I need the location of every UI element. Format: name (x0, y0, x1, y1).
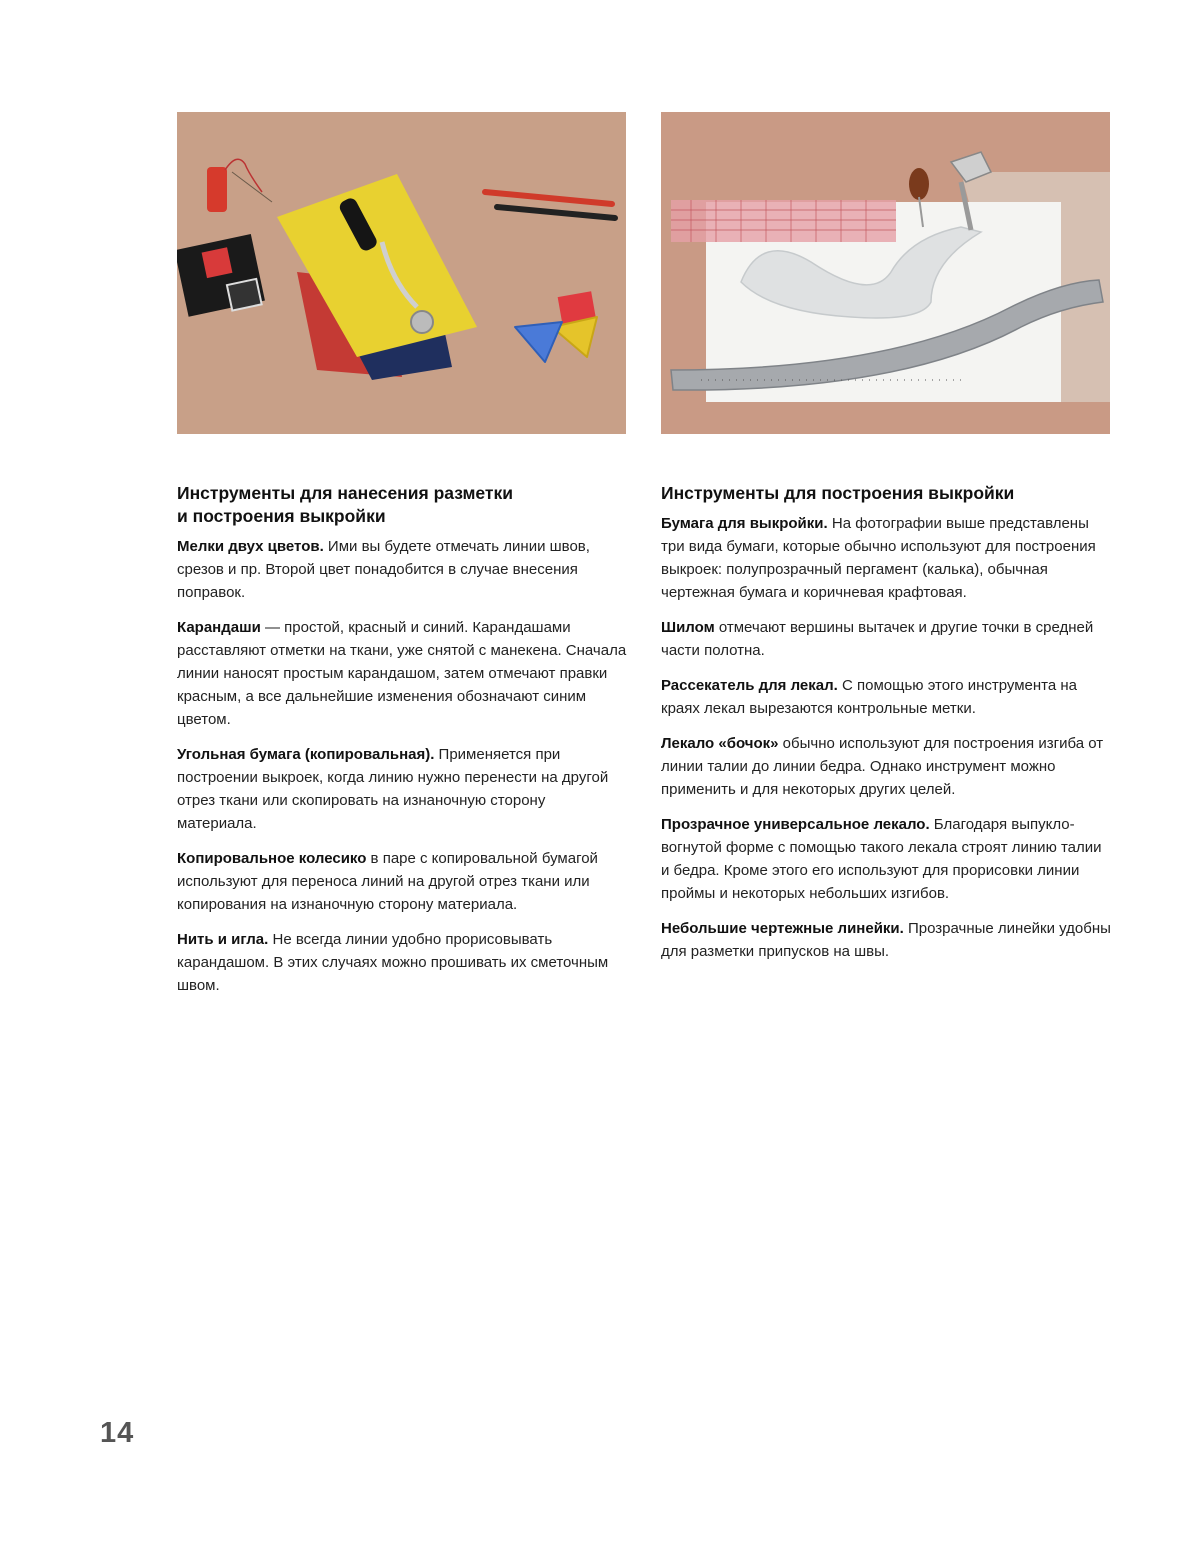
paragraph-pattern-paper: Бумага для выкройки. На фотографии выше представлены три вида бумаги, которые обычно используют для построения выкроек: полупрозрачный пергамент (калька), обычная чертежная бумага и коричневая крафтовая. (661, 515, 1096, 601)
section-heading: Инструменты для нанесения разметки и построения выкройки (177, 483, 514, 526)
paragraph-thread-needle: Нить и игла. Не всегда линии удобно прорисовывать карандашом. В этих случаях можно прошивать их сметочным швом. (177, 931, 609, 994)
page-number: 14 (100, 1417, 135, 1449)
section-heading: Инструменты для построения выкройки (661, 483, 1015, 503)
paragraph-pencils: Карандаши — простой, красный и синий. Карандашами расставляют отметки на ткани, уже снятой с манекена. Сначала линии наносят простым карандашом, затем отмечают правки красным, а все дальнейшие изменения обозначают синим цветом. (177, 619, 627, 728)
paragraph-notcher: Рассекатель для лекал. С помощью этого инструмента на краях лекал вырезаются контрольные метки. (661, 677, 1078, 717)
paragraph-tracing-wheel: Копировальное колесико в паре с копировальной бумагой используют для переноса линий на другой отрез ткани или копирования на изнаночную сторону материала. (177, 850, 598, 913)
paragraph-french-curve: Прозрачное универсальное лекало. Благодаря выпукло-вогнутой форме с помощью такого лекала строят линию талии и бедра. Кроме этого его используют для прорисовки линии проймы и некоторых небольших изгибов. (661, 816, 1102, 902)
marking-tools-section (177, 482, 629, 1009)
paragraph-hip-curve: Лекало «бочок» обычно используют для построения изгиба от линии талии до линии бедра. Однако инструмент можно применить и для некоторых других целей. (661, 735, 1104, 798)
paragraph-carbon-paper: Угольная бумага (копировальная). Применяется при построении выкроек, когда линию нужно перенести на другой отрез ткани или скопировать на изнаночную сторону материала. (177, 746, 609, 832)
drafting-tools-section (661, 482, 1113, 975)
grid-ruler (671, 200, 896, 242)
paragraph-chalk: Мелки двух цветов. Ими вы будете отмечать линии швов, срезов и пр. Второй цвет понадобится в случае внесения поправок. (177, 538, 590, 601)
paragraph-awl: Шилом отмечают вершины вытачек и другие точки в средней части полотна. (661, 619, 1094, 659)
paragraph-small-rulers: Небольшие чертежные линейки. Прозрачные линейки удобны для разметки припусков на швы. (661, 920, 1111, 960)
photo-drafting-tools (661, 112, 1110, 434)
photo-marking-tools (177, 112, 626, 434)
